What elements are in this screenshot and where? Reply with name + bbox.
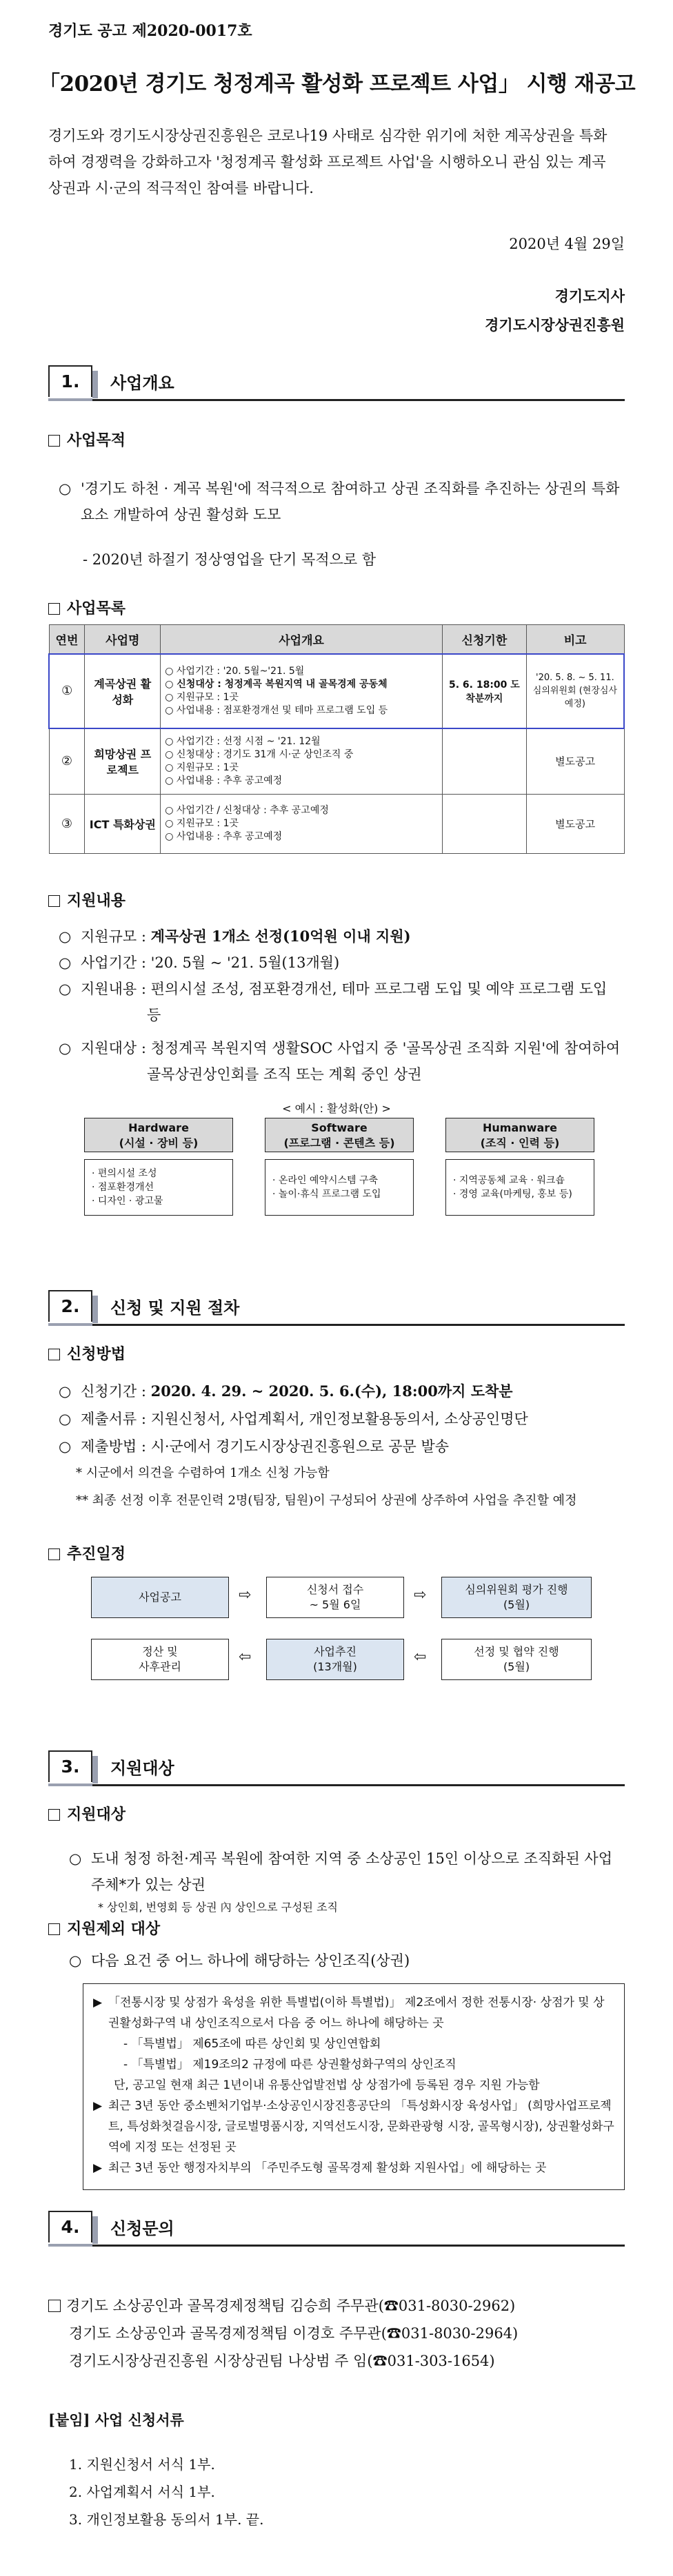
row-number: ③ — [49, 795, 85, 854]
triangle-bullet-icon: ▶ — [93, 2161, 103, 2175]
example-hardware — [84, 1118, 233, 1216]
example-head: Humanware (조직 · 인력 등) — [445, 1118, 594, 1152]
example-head: Software (프로그램 · 콘텐츠 등) — [265, 1118, 414, 1152]
section-2-number: 2. — [48, 1290, 92, 1322]
section-4-number: 4. — [48, 2211, 92, 2242]
exclusion-item: ▶ 최근 3년 동안 행정자치부의 「주민주도형 골목경제 활성화 지원사업」에 해당하는 곳 — [93, 2158, 614, 2178]
program-table — [48, 624, 625, 854]
program-deadline — [443, 795, 527, 854]
checkbox-square-icon — [48, 895, 60, 907]
support-item-target: ○ 지원대상 : 청정계곡 복원지역 생활SOC 사업지 중 '골목상권 조직화 지원'에 참여하여 골목상권상인회를 조직 또는 계획 중인 상권 — [59, 1035, 624, 1087]
circle-bullet-icon: ○ — [59, 954, 72, 971]
checkbox-square-icon — [48, 1809, 60, 1821]
example-body: · 편의시설 조성 · 점포환경개선 · 디자인 · 광고물 — [84, 1159, 233, 1216]
flow-step-application: 신청서 접수 ~ 5월 6일 — [266, 1577, 404, 1618]
arrow-left-icon: ⇦ — [239, 1648, 252, 1666]
example-body: · 지역공동체 교육 · 워크숍 · 경영 교육(마케팅, 홍보 등) — [445, 1159, 594, 1216]
triangle-bullet-icon: ▶ — [93, 1996, 103, 2010]
section-2-label: 신청 및 지원 절차 — [110, 1298, 240, 1318]
checkbox-square-icon — [48, 1923, 60, 1935]
program-name: ICT 특화상권 — [85, 795, 161, 854]
exclusion-subitem: - 「특별법」 제19조의2 규정에 따른 상권활성화구역의 상인조직 — [123, 2058, 456, 2072]
arrow-right-icon: ⇨ — [414, 1586, 427, 1604]
appendix-list — [69, 2451, 263, 2533]
table-row — [49, 728, 624, 795]
circle-bullet-icon: ○ — [69, 1850, 82, 1867]
method-item-submission: ○ 제출방법 : 시·군에서 경기도시장상권진흥원으로 공문 발송 — [59, 1433, 624, 1460]
circle-bullet-icon: ○ — [59, 928, 72, 945]
program-details: ○ 사업기간 / 신청대상 : 추후 공고예정 ○ 지원규모 : 1곳 ○ 사업내용 : 추후 공고예정 — [161, 795, 443, 854]
program-details: ○ 사업기간 : '20. 5월~'21. 5월 ○ 신청대상 : 청정계곡 복원지역 내 골목경제 공동체 ○ 지원규모 : 1곳 ○ 사업내용 : 점포환경개선 및 테마 프로그램 도입 등 — [161, 654, 443, 728]
exclusion-exception: 단, 공고일 현재 최근 1년이내 유통산업발전법 상 상점가에 등록된 경우 지원 가능함 — [114, 2078, 540, 2092]
exclusion-subitem: - 「특별법」 제65조에 따른 상인회 및 상인연합회 — [123, 2037, 381, 2051]
purpose-dash-item: - 2020년 하절기 정상영업을 단기 목적으로 함 — [83, 551, 376, 568]
table-header-cell: 사업개요 — [161, 625, 443, 654]
purpose-heading: 사업목적 — [48, 429, 125, 450]
notice-number: 경기도 공고 제2020-0017호 — [48, 22, 252, 40]
circle-bullet-icon: ○ — [59, 981, 72, 997]
intro-paragraph: 경기도와 경기도시장상권진흥원은 코로나19 사태로 심각한 위기에 처한 계곡상권을 특화하여 경쟁력을 강화하고자 '청정계곡 활성화 프로젝트 사업'을 시행하오니 관심 있는 계곡상권과 시·군의 적극적인 참여를 바랍니다. — [48, 127, 607, 196]
appendix-item: 1. 지원신청서 서식 1부. — [69, 2456, 215, 2473]
section-1-header — [48, 365, 625, 401]
list-heading: 사업목록 — [48, 597, 125, 618]
example-caption: < 예시 : 활성화(안) > — [282, 1102, 391, 1115]
program-note: 별도공고 — [526, 728, 624, 795]
support-heading: 지원내용 — [48, 889, 125, 910]
checkbox-square-icon — [48, 1349, 60, 1360]
target-note: * 상인회, 번영회 등 상권 內 상인으로 구성된 조직 — [98, 1901, 338, 1914]
circle-bullet-icon: ○ — [59, 480, 72, 497]
appendix-item: 3. 개인정보활용 동의서 1부. 끝. — [69, 2511, 264, 2528]
program-note: 별도공고 — [526, 795, 624, 854]
section-1-label: 사업개요 — [110, 374, 174, 393]
section-3-label: 지원대상 — [110, 1759, 174, 1778]
circle-bullet-icon: ○ — [59, 1383, 72, 1400]
target-heading: 지원대상 — [48, 1803, 125, 1824]
circle-bullet-icon: ○ — [59, 1411, 72, 1427]
method-item-documents: ○ 제출서류 : 지원신청서, 사업계획서, 개인정보활용동의서, 소상공인명단 — [59, 1406, 624, 1432]
support-item-scale: ○ 지원규모 : 계곡상권 1개소 선정(10억원 이내 지원) — [59, 923, 624, 950]
table-header-cell: 연번 — [49, 625, 85, 654]
page-title: 「2020년 경기도 청정계곡 활성화 프로젝트 사업」 시행 재공고 — [39, 72, 636, 96]
signer-governor: 경기도지사 — [554, 287, 625, 305]
appendix-title: [붙임] 사업 신청서류 — [48, 2411, 184, 2429]
signer-agency: 경기도시장상권진흥원 — [485, 316, 625, 334]
checkbox-square-icon — [48, 1548, 60, 1560]
method-note-2: ** 최종 선정 이후 전문인력 2명(팀장, 팀원)이 구성되어 상권에 상주하여 사업을 추진할 예정 — [76, 1493, 577, 1508]
method-item-period: ○ 신청기간 : 2020. 4. 29. ~ 2020. 5. 6.(수), 18:00까지 도착분 — [59, 1378, 624, 1404]
section-3-number: 3. — [48, 1750, 92, 1782]
section-1-number: 1. — [48, 365, 92, 397]
circle-bullet-icon: ○ — [59, 1040, 72, 1056]
table-header-cell: 사업명 — [85, 625, 161, 654]
section-4-label: 신청문의 — [110, 2219, 174, 2238]
schedule-heading: 추진일정 — [48, 1542, 125, 1564]
flow-step-selection: 선정 및 협약 진행 (5월) — [441, 1639, 592, 1680]
method-heading: 신청방법 — [48, 1342, 125, 1364]
contact-item: 경기도 소상공인과 골목경제정책팀 이경호 주무관(☎031-8030-2964) — [69, 2325, 519, 2342]
table-header-row — [49, 625, 624, 654]
checkbox-square-icon — [48, 435, 60, 447]
section-3-header — [48, 1750, 625, 1786]
program-name: 계곡상권 활성화 — [85, 654, 161, 728]
exclusion-item: ▶ 최근 3년 동안 중소벤처기업부·소상공인시장진흥공단의 「특성화시장 육성사업」 (희망사업프로젝트, 특성화첫걸음시장, 글로벌명품시장, 지역선도시장, 문화관광형 시장, 골목형시장), 상권활성화구역에 지정 또는 선정된 곳 — [93, 2096, 614, 2158]
section-2-header — [48, 1290, 625, 1326]
exclusion-requirement: ○ 다음 요건 중 어느 하나에 해당하는 상인조직(상권) — [69, 1948, 621, 1974]
purpose-bullet: ○ '경기도 하천 · 계곡 복원'에 적극적으로 참여하고 상권 조직화를 추진하는 상권의 특화요소 개발하여 상권 활성화 도모 — [59, 476, 624, 528]
exclusion-item: ▶ 「전통시장 및 상점가 육성을 위한 특별법(이하 특별법)」 제2조에서 정한 전통시장· 상점가 및 상권활성화구역 내 상인조직으로서 다음 중 어느 하나에 해당하는 곳 — [93, 1992, 614, 2034]
row-number: ② — [49, 728, 85, 795]
exclusion-box — [83, 1983, 625, 2190]
target-bullet: ○ 도내 청정 하천·계곡 복원에 참여한 지역 중 소상공인 15인 이상으로 조직화된 사업주체*가 있는 상권 — [69, 1846, 621, 1898]
section-4-header — [48, 2211, 625, 2247]
appendix-item: 2. 사업계획서 서식 1부. — [69, 2484, 215, 2500]
example-head: Hardware (시설 · 장비 등) — [84, 1118, 233, 1152]
flow-step-settlement: 정산 및 사후관리 — [91, 1639, 229, 1680]
program-name: 희망상권 프로젝트 — [85, 728, 161, 795]
example-software — [265, 1118, 414, 1216]
program-deadline: 5. 6. 18:00 도착분까지 — [443, 654, 527, 728]
support-item-content: ○ 지원내용 : 편의시설 조성, 점포환경개선, 테마 프로그램 도입 및 예약 프로그램 도입 등 — [59, 976, 624, 1028]
program-note: '20. 5. 8. ~ 5. 11. 심의위원회 (현장심사 예정) — [526, 654, 624, 728]
flow-step-announcement: 사업공고 — [91, 1577, 229, 1618]
table-header-cell: 비고 — [526, 625, 624, 654]
triangle-bullet-icon: ▶ — [93, 2099, 103, 2113]
circle-bullet-icon: ○ — [69, 1952, 82, 1969]
checkbox-square-icon — [48, 603, 60, 615]
program-details: ○ 사업기간 : 선정 시점 ~ '21. 12월 ○ 신청대상 : 경기도 31개 시·군 상인조직 중 ○ 지원규모 : 1곳 ○ 사업내용 : 추후 공고예정 — [161, 728, 443, 795]
flow-step-review: 심의위원회 평가 진행 (5월) — [441, 1577, 592, 1618]
program-deadline — [443, 728, 527, 795]
method-note-1: * 시군에서 의견을 수렴하여 1개소 신청 가능함 — [76, 1466, 330, 1480]
checkbox-square-icon — [48, 2300, 61, 2312]
table-header-cell: 신청기한 — [443, 625, 527, 654]
row-number: ① — [49, 654, 85, 728]
notice-date: 2020년 4월 29일 — [509, 236, 625, 252]
example-body: · 온라인 예약시스템 구축 · 놀이·휴식 프로그램 도입 — [265, 1159, 414, 1216]
arrow-right-icon: ⇨ — [239, 1586, 252, 1604]
contact-item: 경기도 소상공인과 골목경제정책팀 김승희 주무관(☎031-8030-2962) — [48, 2292, 625, 2320]
circle-bullet-icon: ○ — [59, 1438, 72, 1455]
contact-item: 경기도시장상권진흥원 시장상권팀 나상범 주 임(☎031-303-1654) — [69, 2353, 495, 2369]
table-row — [49, 654, 624, 728]
table-row — [49, 795, 624, 854]
flow-step-execution: 사업추진 (13개월) — [266, 1639, 404, 1680]
contact-list — [48, 2292, 625, 2375]
arrow-left-icon: ⇦ — [414, 1648, 427, 1666]
example-humanware — [445, 1118, 594, 1216]
support-item-period: ○ 사업기간 : '20. 5월 ~ '21. 5월(13개월) — [59, 950, 624, 976]
exclusion-heading: 지원제외 대상 — [48, 1917, 160, 1939]
